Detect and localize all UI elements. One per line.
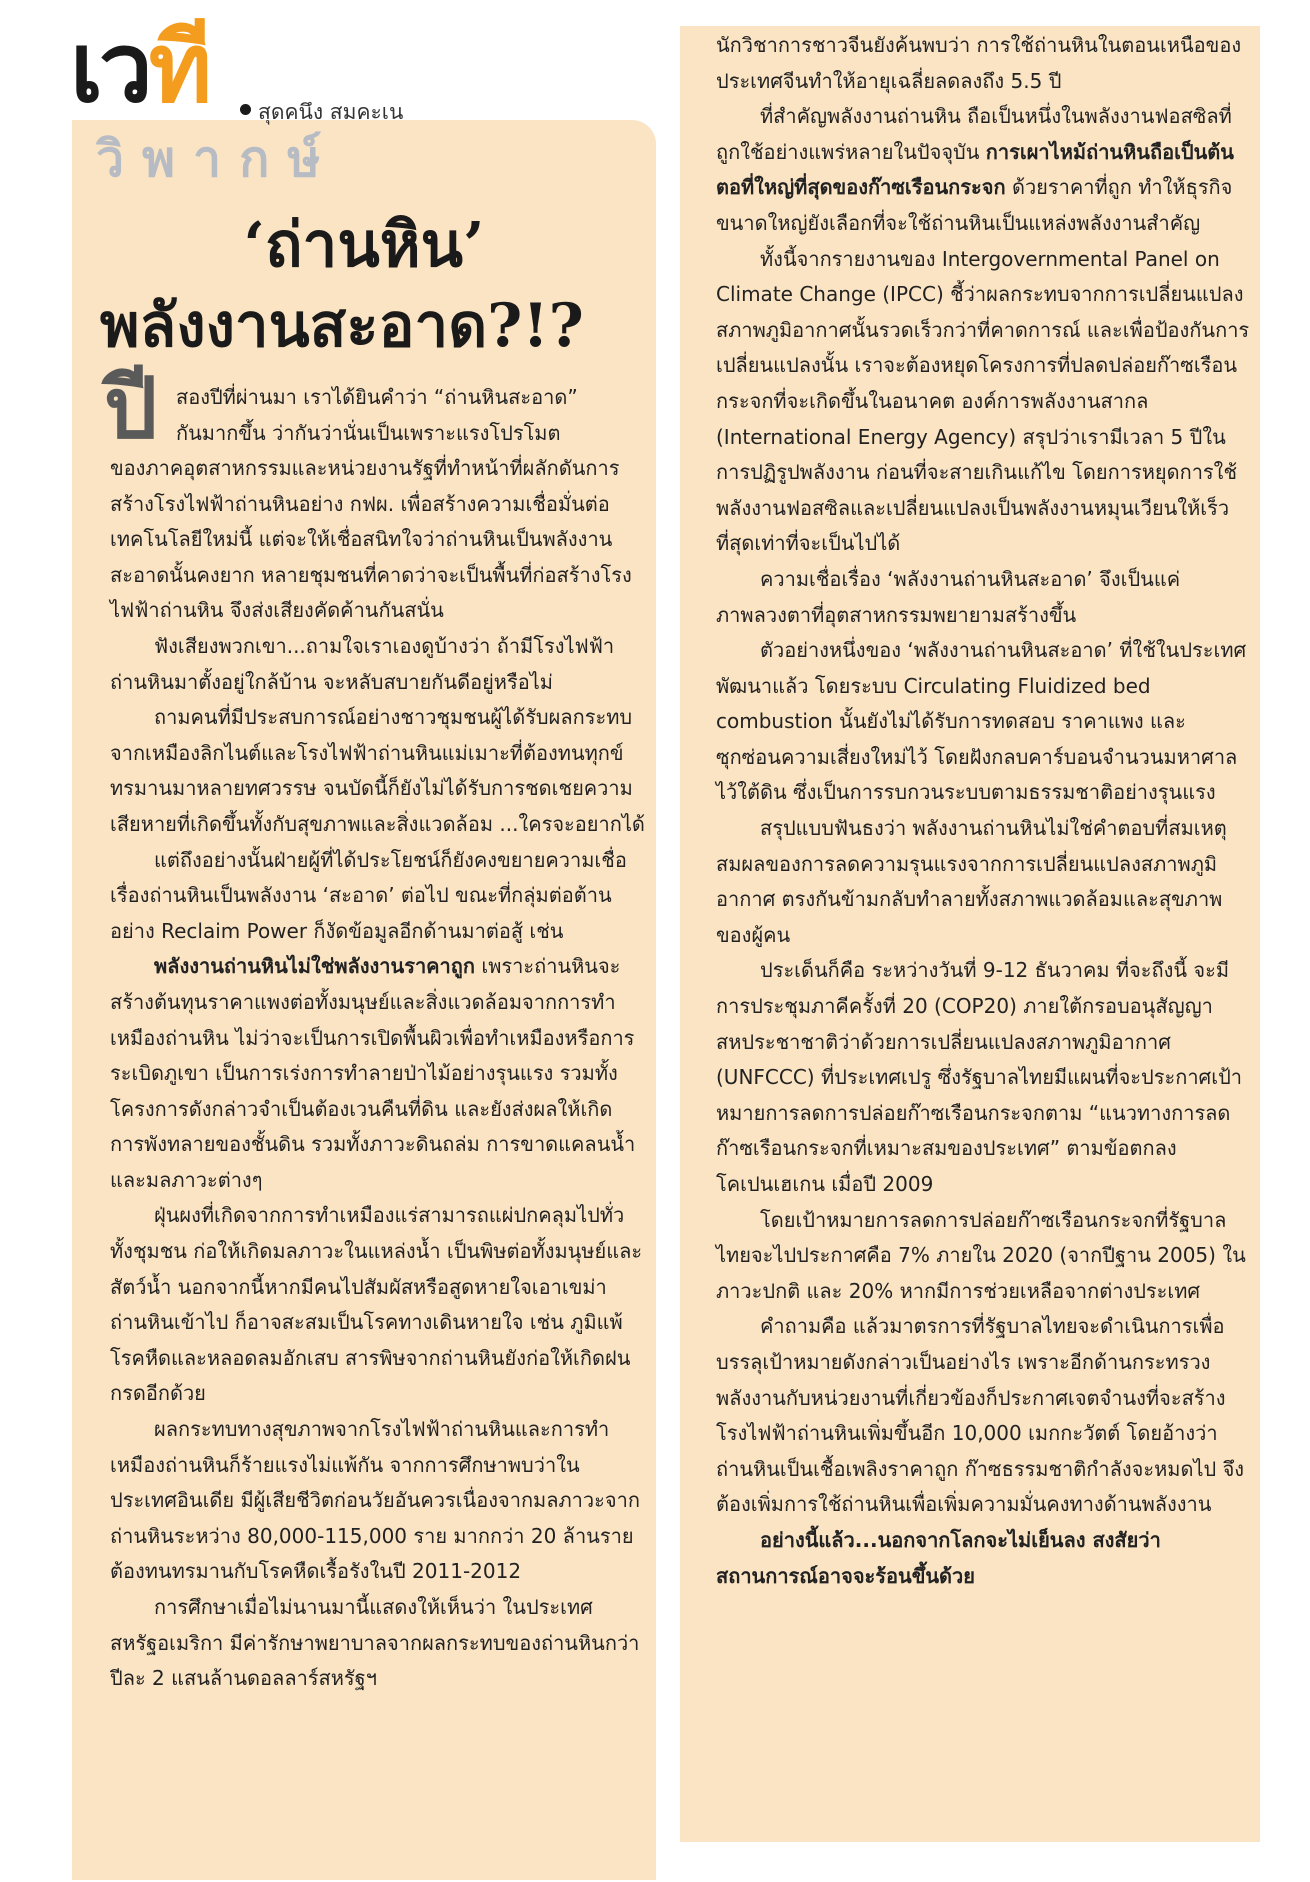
paragraph-8: การศึกษาเมื่อไม่นานมานี้แสดงให้เห็นว่า ในประเทศสหรัฐอเมริกา มีค่ารักษาพยาบาลจากผลกระทบของถ่านหินกว่าปีละ 2 แสนล้านดอลลาร์สหรัฐฯ <box>110 1595 640 1691</box>
right-column-text <box>716 28 1250 1594</box>
paragraph-r8: โดยเป้าหมายการลดการปล่อยก๊าซเรือนกระจกที่รัฐบาลไทยจะไปประกาศคือ 7% ภายใน 2020 (จากปีฐาน 2005) ในภาวะปกติ และ 20% หากมีการช่วยเหลือจากต่างประเทศ <box>716 1207 1246 1303</box>
article-title-line2: พลังงานสะอาด?!? <box>100 291 584 361</box>
paragraph-r10 <box>716 1523 1250 1594</box>
paragraph-6: ฝุ่นผงที่เกิดจากการทำเหมืองแร่สามารถแผ่ปกคลุมไปทั่วทั้งชุมชน ก่อให้เกิดมลภาวะในแหล่งน้ำ เป็นพิษต่อทั้งมนุษย์และสัตว์น้ำ นอกจากนี้หากมีคนไปสัมผัสหรือสูดหายใจเอาเขม่าถ่านหินเข้าไป ก็อาจสะสมเป็นโรคทางเดินหายใจ เช่น ภูมิแพ้ โรคหืดและหลอดลมอักเสบ สารพิษจากถ่านหินยังก่อให้เกิดฝนกรดอีกด้วย <box>110 1203 643 1406</box>
masthead-logo <box>70 12 208 124</box>
masthead-logo-accent: ที <box>148 12 208 124</box>
paragraph-r1: นักวิชาการชาวจีนยังค้นพบว่า การใช้ถ่านหินในตอนเหนือของประเทศจีนทำให้อายุเฉลี่ยลดลงถึง 5.5 ปี <box>716 33 1242 93</box>
paragraph-r3: ทั้งนี้จากรายงานของ Intergovernmental Panel on Climate Change (IPCC) ชี้ว่าผลกระทบจากการเปลี่ยนแปลงสภาพภูมิอากาศนั้นรวดเร็วกว่าที่คาดการณ์ และเพื่อป้องกันการเปลี่ยนแปลงนั้น เราจะต้องหยุดโครงการที่ปลดปล่อยก๊าซเรือนกระจกที่จะเกิดขึ้นในอนาคต องค์การพลังงานสากล (International Energy Agency) สรุปว่าเรามีเวลา 5 ปีในการปฏิรูปพลังงาน ก่อนที่จะสายเกินแก้ไข โดยการหยุดการใช้พลังงานฟอสซิลและเปลี่ยนแปลงเป็นพลังงานหมุนเวียนให้เร็วที่สุดเท่าที่จะเป็นไปได้ <box>716 246 1250 556</box>
bullet-dot <box>240 104 251 115</box>
paragraph-r2-end: ด้วยราคาที่ถูก ทำให้ธุรกิจขนาดใหญ่ยังเลือกที่จะใช้ถ่านหินเป็นแหล่งพลังงานสำคัญ <box>716 175 1233 235</box>
paragraph-r4: ความเชื่อเรื่อง ‘พลังงานถ่านหินสะอาด’ จึงเป็นแค่ภาพลวงตาที่อุตสาหกรรมพยายามสร้างขึ้น <box>716 566 1181 627</box>
paragraph-r6: สรุปแบบฟันธงว่า พลังงานถ่านหินไม่ใช่คำตอบที่สมเหตุสมผลของการลดความรุนแรงจากการเปลี่ยนแปลงสภาพภูมิอากาศ ตรงกันข้ามกลับทำลายทั้งสภาพแวดล้อมและสุขภาพของผู้คน <box>716 816 1227 947</box>
intro-lines <box>176 380 646 451</box>
paragraph-7: ผลกระทบทางสุขภาพจากโรงไฟฟ้าถ่านหินและการทำเหมืองถ่านหินก็ร้ายแรงไม่แพ้กัน จากการศึกษาพบว่าในประเทศอินเดีย มีผู้เสียชีวิตก่อนวัยอันควรเนื่องจากมลภาวะจากถ่านหินระหว่าง 80,000-115,000 ราย มากกว่า 20 ล้านรายต้องทนทรมานกับโรคหืดเรื้อรังในปี 2011-2012 <box>110 1417 640 1584</box>
intro-line-2: กันมากขึ้น ว่ากันว่านั่นเป็นเพราะแรงโปรโมต <box>176 420 561 445</box>
paragraph-r2-bold: การเผาไหม้ถ่านหินถือเป็นต้นตอที่ใหญ่ที่สุดของก๊าซเรือนกระจก <box>716 139 1234 200</box>
paragraph-r5: ตัวอย่างหนึ่งของ ‘พลังงานถ่านหินสะอาด’ ที่ใช้ในประเทศพัฒนาแล้ว โดยระบบ Circulating Fluidized bed combustion นั้นยังไม่ได้รับการทดสอบ ราคาแพง และซุกซ่อนความเสี่ยงใหม่ไว้ โดยฝังกลบคาร์บอนจำนวนมหาศาลไว้ใต้ดิน ซึ่งเป็นการรบกวนระบบตามธรรมชาติอย่างรุนแรง <box>716 638 1247 805</box>
paragraph-1: ของภาคอุตสาหกรรมและหน่วยงานรัฐที่ทำหน้าที่ผลักดันการสร้างโรงไฟฟ้าถ่านหินอย่าง กฟผ. เพื่อสร้างความเชื่อมั่นต่อเทคโนโลยีใหม่นี้ แต่จะให้เชื่อสนิทใจว่าถ่านหินเป็นพลังงานสะอาดนั้นคงยาก หลายชุมชนที่คาดว่าจะเป็นพื้นที่ก่อสร้างโรงไฟฟ้าถ่านหิน จึงส่งเสียงคัดค้านกันสนั่น <box>110 456 632 623</box>
author-name: สุดคนึง สมคะเน <box>258 100 404 124</box>
intro-line-1: สองปีที่ผ่านมา เราได้ยินคำว่า “ถ่านหินสะอาด” <box>176 385 578 409</box>
paragraph-5 <box>110 949 646 1198</box>
article-title-line1: ‘ถ่านหิน’ <box>243 208 485 281</box>
masthead-logo-plain: เว <box>70 12 149 124</box>
paragraph-5-text: เพราะถ่านหินจะสร้างต้นทุนราคาแพงต่อทั้งมนุษย์และสิ่งแวดล้อมจากการทำเหมืองถ่านหิน ไม่ว่าจะเป็นการเปิดพื้นผิวเพื่อทำเหมืองหรือการระเบิดภูเขา เป็นการเร่งการทำลายป่าไม้อย่างรุนแรง รวมทั้งโครงการดังกล่าวจำเป็นต้องเวนคืนที่ดิน และยังส่งผลให้เกิดการพังทลายของชั้นดิน รวมทั้งภาวะดินถล่ม การขาดแคลนน้ำ และมลภาวะต่างๆ <box>110 954 636 1192</box>
drop-cap: ปี <box>104 358 158 457</box>
paragraph-4: แต่ถึงอย่างนั้นฝ่ายผู้ที่ได้ประโยชน์ก็ยังคงขยายความเชื่อเรื่องถ่านหินเป็นพลังงาน ‘สะอาด’ ต่อไป ขณะที่กลุ่มต่อต้านอย่าง Reclaim Power ก็งัดข้อมูลอีกด้านมาต่อสู้ เช่น <box>110 847 627 943</box>
paragraph-r2 <box>716 99 1250 241</box>
paragraph-r9: คำถามคือ แล้วมาตรการที่รัฐบาลไทยจะดำเนินการเพื่อบรรลุเป้าหมายดังกล่าวเป็นอย่างไร เพราะอีกด้านกระทรวงพลังงานกับหน่วยงานที่เกี่ยวข้องก็ประกาศเจตจำนงที่จะสร้างโรงไฟฟ้าถ่านหินเพิ่มขึ้นอีก 10,000 เมกกะวัตต์ โดยอ้างว่า ถ่านหินเป็นเชื้อเพลิงราคาถูก ก๊าซธรรมชาติกำลังจะหมดไป จึงต้องเพิ่มการใช้ถ่านหินเพื่อเพิ่มความมั่นคงทางด้านพลังงาน <box>716 1314 1245 1517</box>
paragraph-r7: ประเด็นก็คือ ระหว่างวันที่ 9-12 ธันวาคม ที่จะถึงนี้ จะมีการประชุมภาคีครั้งที่ 20 (COP20) ภายใต้กรอบอนุสัญญาสหประชาชาติว่าด้วยการเปลี่ยนแปลงสภาพภูมิอากาศ (UNFCCC) ที่ประเทศเปรู ซึ่งรัฐบาลไทยมีแผนที่จะประกาศเป้าหมายการลดการปล่อยก๊าซเรือนกระจกตาม “แนวทางการลดก๊าซเรือนกระจกที่เหมาะสมของประเทศ” ตามข้อตกลงโคเปนเฮเกน เมื่อปี 2009 <box>716 958 1243 1196</box>
paragraph-r2-start: ที่สำคัญพลังงานถ่านหิน ถือเป็นหนึ่งในพลังงานฟอสซิลที่ถูกใช้อย่างแพร่หลายในปัจจุบัน <box>716 104 1232 164</box>
left-column-text <box>110 451 646 1697</box>
masthead-section-name: วิพากษ์ <box>96 130 339 188</box>
paragraph-2: ฟังเสียงพวกเขา...ถามใจเราเองดูบ้างว่า ถ้ามีโรงไฟฟ้าถ่านหินมาตั้งอยู่ใกล้บ้าน จะหลับสบายกันดีอยู่หรือไม่ <box>110 633 615 694</box>
paragraph-5-bold: พลังงานถ่านหินไม่ใช่พลังงานราคาถูก <box>154 954 475 979</box>
paragraph-r10-bold: อย่างนี้แล้ว...นอกจากโลกจะไม่เย็นลง สงสัยว่าสถานการณ์อาจจะร้อนขึ้นด้วย <box>716 1527 1161 1588</box>
paragraph-3: ถามคนที่มีประสบการณ์อย่างชาวชุมชนผู้ได้รับผลกระทบจากเหมืองลิกไนต์และโรงไฟฟ้าถ่านหินแม่เมาะที่ต้องทนทุกข์ทรมานมาหลายทศวรรษ จนบัดนี้ก็ยังไม่ได้รับการชดเชยความเสียหายที่เกิดขึ้นทั้งกับสุขภาพและสิ่งแวดล้อม ...ใครจะอยากได้ <box>110 705 645 836</box>
